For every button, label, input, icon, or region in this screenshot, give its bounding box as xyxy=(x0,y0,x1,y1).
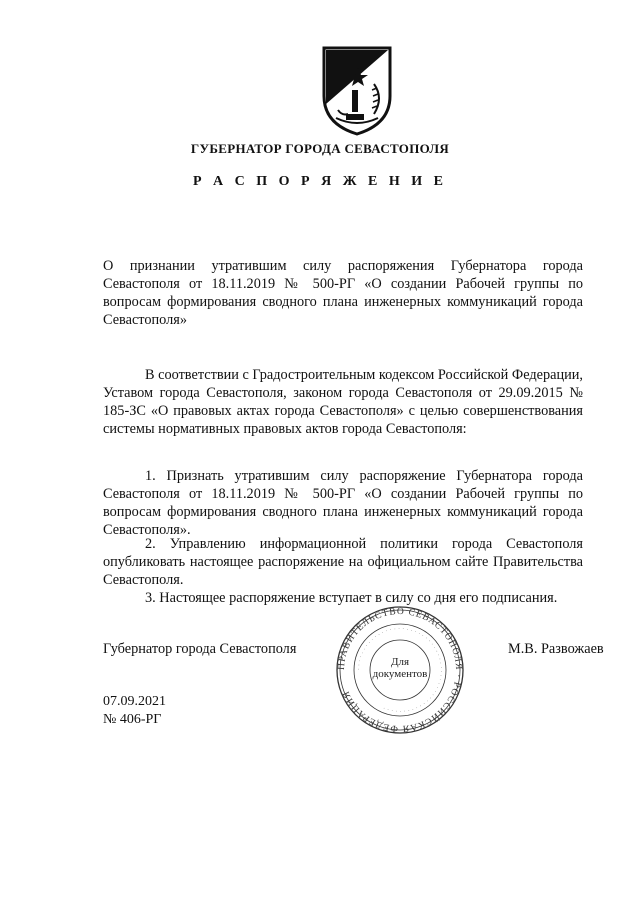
official-stamp xyxy=(332,606,468,734)
legal-basis-paragraph: В соответствии с Градостроительным кодексом Российской Федерации, Уставом города Севастополя, законом города Севастополя от 29.09.2015 № 185-ЗС «О правовых актах города Севастополя» с целью совершенствования системы нормативных правовых актов города Севастополя: xyxy=(103,367,584,437)
document-date: 07.09.2021 xyxy=(103,694,166,709)
document-number: № 406-РГ xyxy=(103,712,162,727)
order-item-3: 3. Настоящее распоряжение вступает в силу со дня его подписания. xyxy=(145,590,558,606)
stamp-outer-text: ПРАВИТЕЛЬСТВО СЕВАСТОПОЛЯ · РОССИЙСКАЯ ФЕДЕРАЦИЯ xyxy=(336,606,464,734)
svg-text:· · · · · · · · · · · · · · ·: · · · · · · · · · · · · · · · · · · · · · · · · · · · · · · · · · · · · · · · · · · · · · · · · · · · xyxy=(355,625,445,715)
order-item-2: 2. Управлению информационной политики города Севастополя опубликовать настоящее распоряжение на официальном сайте Правительства Севастополя. xyxy=(103,536,583,588)
document-type-title: Р А С П О Р Я Ж Е Н И Е xyxy=(192,174,447,189)
stamp-center-text: Для документов xyxy=(372,656,428,680)
order-item-1: 1. Признать утратившим силу распоряжение Губернатора города Севастополя от 18.11.2019 № 500-РГ «О создании Рабочей группы по вопросам формирования сводного плана инженерных коммуникаций города Севастополя». xyxy=(103,468,583,538)
signatory-name: М.В. Развожаев xyxy=(508,641,604,657)
issuing-authority: ГУБЕРНАТОР ГОРОДА СЕВАСТОПОЛЯ xyxy=(190,141,450,156)
sevastopol-coat-of-arms-icon xyxy=(318,44,396,138)
document-subject: О признании утратившим силу распоряжения Губернатора города Севастополя от 18.11.2019 № 500-РГ «О создании Рабочей группы по вопросам формирования сводного плана инженерных коммуникаций города Севастополя» xyxy=(103,258,583,328)
signatory-title: Губернатор города Севастополя xyxy=(103,641,297,657)
